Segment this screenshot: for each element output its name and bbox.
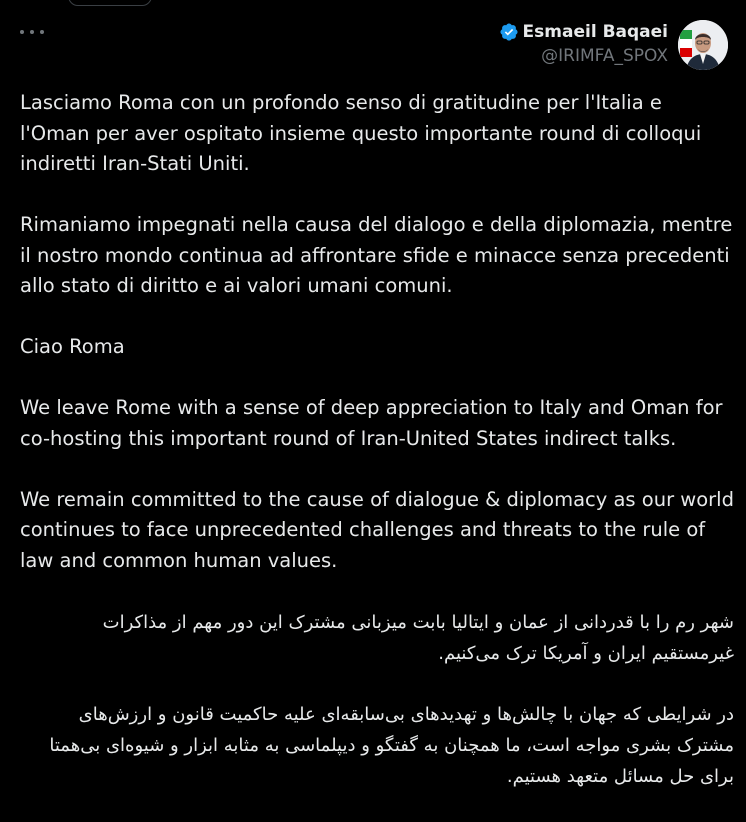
tweet-paragraph-it-1: Lasciamo Roma con un profondo senso di gratitudine per l'Italia e l'Oman per aver ospitato insieme questo importante round di colloqui indiretti Iran-Stati Uniti. xyxy=(20,91,702,175)
verified-badge-icon xyxy=(499,22,519,42)
tweet-author xyxy=(499,20,668,66)
author-name-row xyxy=(499,20,668,44)
tweet-paragraph-it-2: Rimaniamo impegnati nella causa del dialogo e della diplomazia, mentre il nostro mondo continua ad affrontare sfide e minacce senza precedenti allo stato di diritto e ai valori umani comuni. xyxy=(20,213,733,297)
tweet-paragraph-en-1: We leave Rome with a sense of deep appreciation to Italy and Oman for co-hosting this important round of Iran-United States indirect talks. xyxy=(20,396,723,450)
tweet-text xyxy=(20,88,734,822)
tweet-paragraph-en-2: We remain committed to the cause of dialogue & diplomacy as our world continues to face unprecedented challenges and threats to the rule of law and common human values. xyxy=(20,487,734,572)
author-display-name[interactable]: Esmaeil Baqaei xyxy=(522,22,668,42)
more-options-button[interactable] xyxy=(20,22,44,42)
profile-photo-icon xyxy=(678,20,728,70)
tweet-paragraph-it-3: Ciao Roma xyxy=(20,335,125,358)
avatar[interactable] xyxy=(678,20,728,70)
tweet-paragraph-fa-1: شهر رم را با قدردانی از عمان و ایتالیا بابت میزبانی مشترک این دور مهم از مذاکرات غیرمستقیم ایران و آمریکا ترک می‌کنیم. xyxy=(102,611,734,664)
tweet-paragraph-fa-2: در شرایطی که جهان با چالش‌ها و تهدیدهای بی‌سابقه‌ای علیه حاکمیت قانون و ارزش‌های مشترک بشری مواجه است، ما همچنان به گفتگو و دیپلماسی به مثابه ابزار و شیوه‌ای بی‌همتا برای حل مسائل متعهد هستیم. xyxy=(49,703,734,787)
more-horizontal-icon xyxy=(20,30,24,34)
more-horizontal-icon xyxy=(30,30,34,34)
author-handle[interactable]: @IRIMFA_SPOX xyxy=(541,46,668,66)
more-horizontal-icon xyxy=(40,30,44,34)
top-pill-button[interactable] xyxy=(68,0,152,6)
